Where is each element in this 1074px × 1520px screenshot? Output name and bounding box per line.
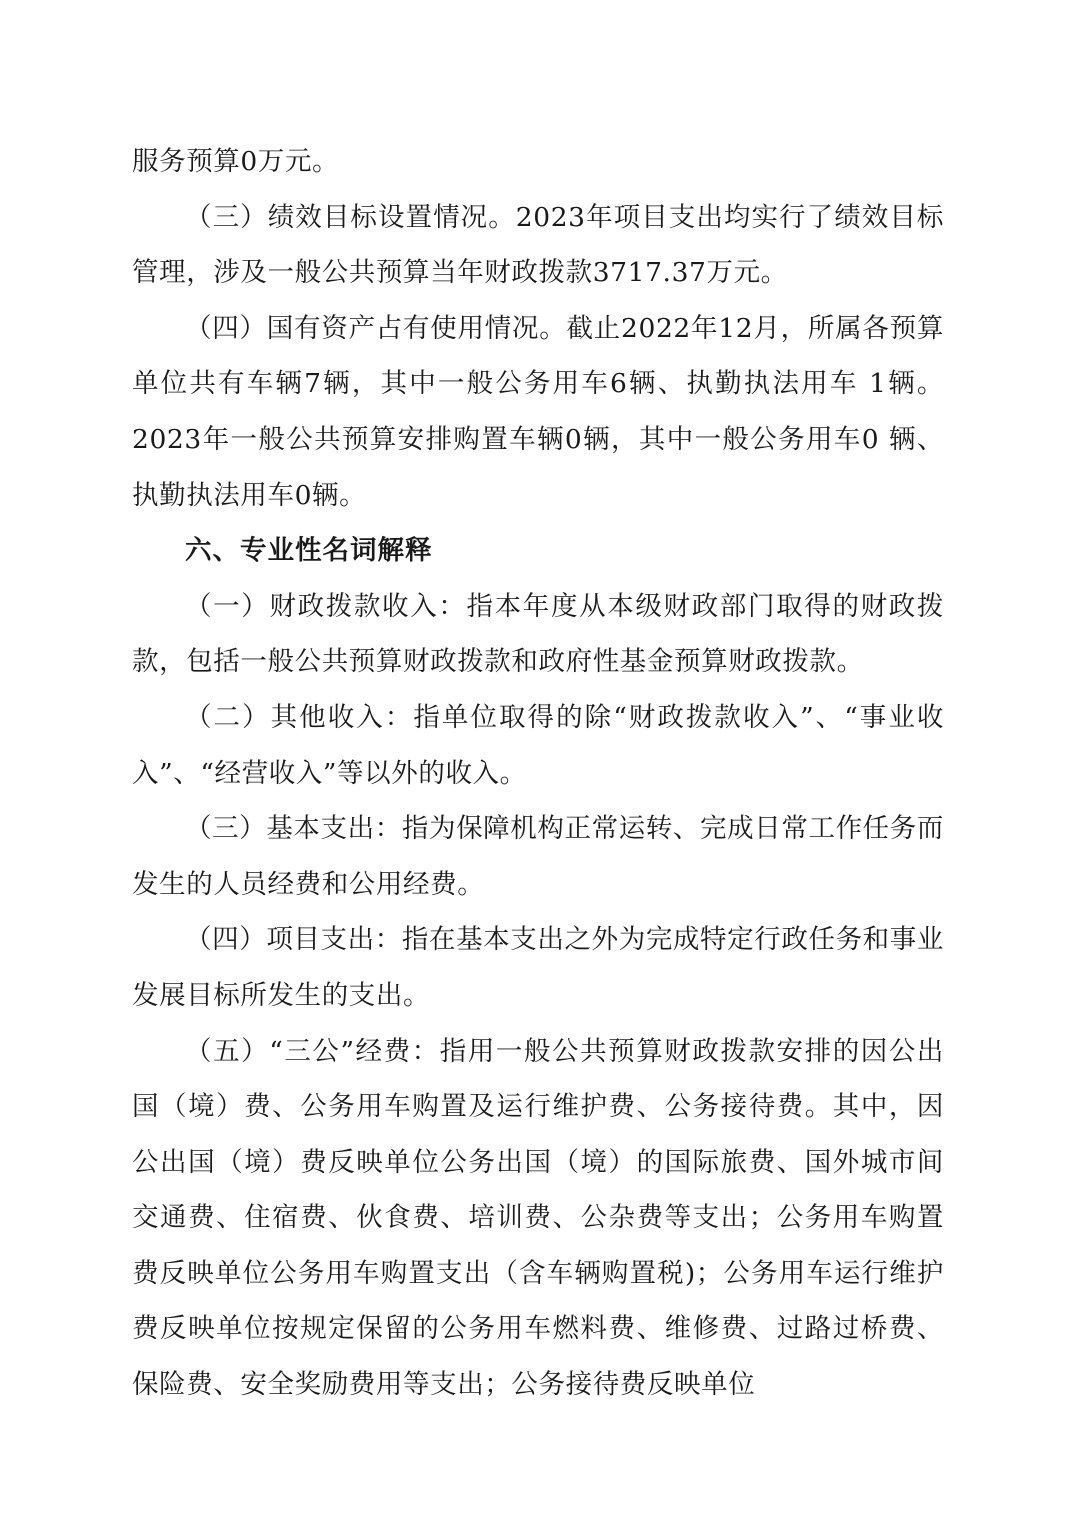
paragraph-state-assets: （四）国有资产占有使用情况。截止2022年12月，所属各预算单位共有车辆7辆，其中一般公务用车6辆、执勤执法用车 1辆。2023年一般公共预算安排购置车辆0辆，其中一般公务用车0 辆、执勤执法用车0辆。 [132, 312, 944, 511]
paragraph-project-expenditure: （四）项目支出：指在基本支出之外为完成特定行政任务和事业发展目标所发生的支出。 [132, 924, 944, 1011]
paragraph-continuation: 服务预算0万元。 [132, 146, 340, 177]
paragraph-performance-targets: （三）绩效目标设置情况。2023年项目支出均实行了绩效目标管理，涉及一般公共预算当年财政拨款3717.37万元。 [132, 201, 944, 289]
paragraph-basic-expenditure: （三）基本支出：指为保障机构正常运转、完成日常工作任务而发生的人员经费和公用经费。 [132, 813, 944, 900]
document-body [132, 134, 944, 1413]
paragraph-three-public-expenses: （五）“三公”经费：指用一般公共预算财政拨款安排的因公出国（境）费、公务用车购置及运行维护费、公务接待费。其中，因公出国（境）费反映单位公务出国（境）的国际旅费、国外城市间交通费、住宿费、伙食费、培训费、公杂费等支出；公务用车购置费反映单位公务用车购置支出（含车辆购置税)；公务用车运行维护费反映单位按规定保留的公务用车燃料费、维修费、过路过桥费、保险费、安全奖励费用等支出；公务接待费反映单位 [132, 1035, 944, 1401]
paragraph-fiscal-appropriation-income: （一）财政拨款收入：指本年度从本级财政部门取得的财政拨款，包括一般公共预算财政拨款和政府性基金预算财政拨款。 [132, 590, 944, 678]
paragraph-other-income: （二）其他收入：指单位取得的除“财政拨款收入”、“事业收入”、“经营收入”等以外的收入。 [132, 701, 944, 789]
section-heading-terminology: 六、专业性名词解释 [185, 535, 433, 567]
